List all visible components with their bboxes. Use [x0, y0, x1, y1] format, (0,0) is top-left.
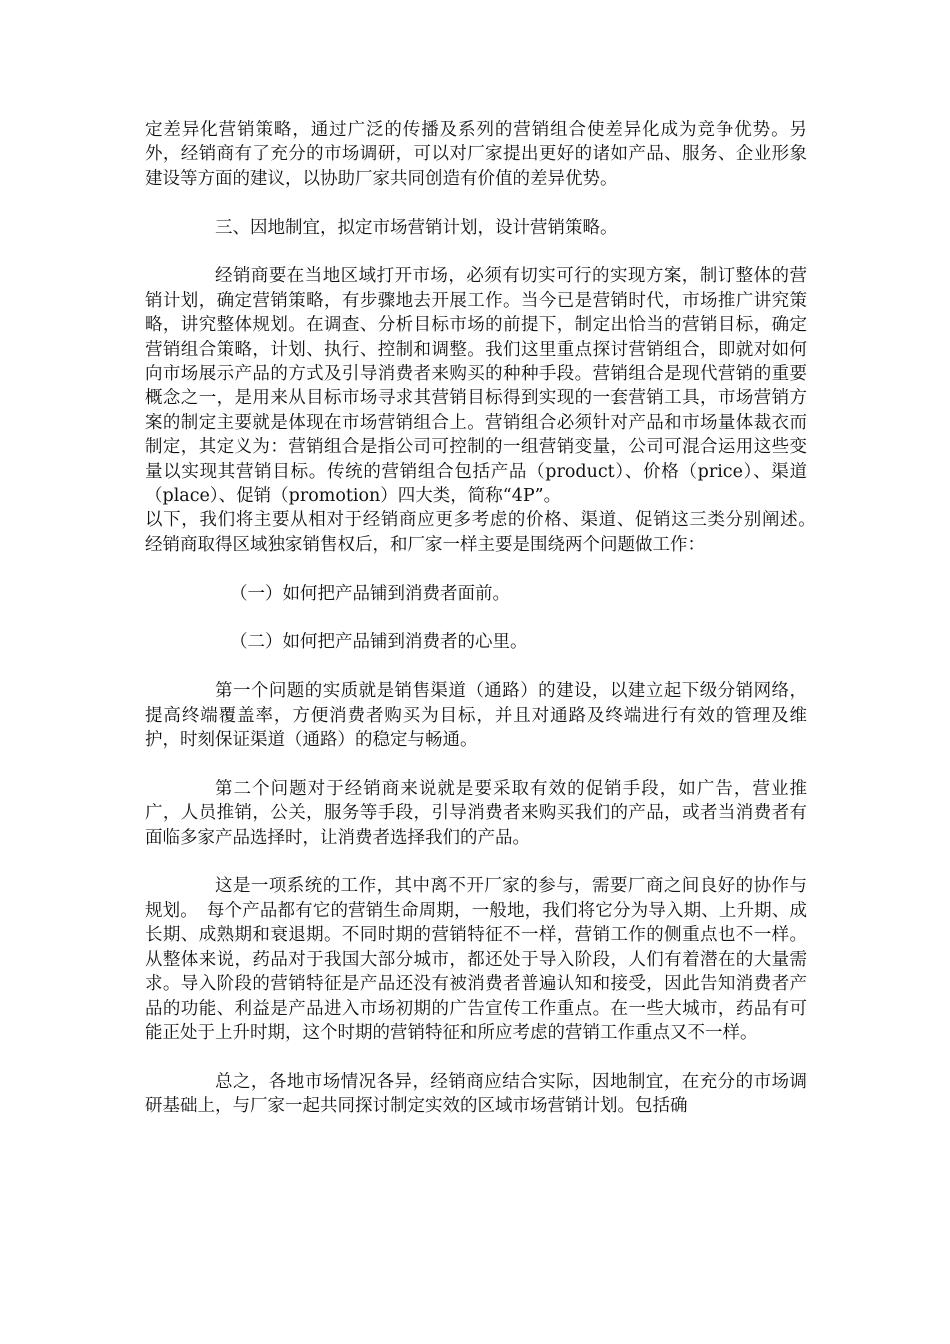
paragraph-lifecycle: 这是一项系统的工作，其中离不开厂家的参与，需要厂商之间良好的协作与规划。 每个产品都有它的营销生命周期，一般地，我们将它分为导入期、上升期、成长期、成熟期和衰退期。不同时期的营销特征不一样，营销工作的侧重点也不一样。从整体来说，药品对于我国大部分城市，都还处于导入阶段，人们有着潜在的大量需求。导入阶段的营销特征是产品还没有被消费者普遍认知和接受，因此告知消费者产品的功能、利益是产品进入市场初期的广告宣传工作重点。在一些大城市，药品有可能正处于上升时期，这个时期的营销特征和所应考虑的营销工作重点又不一样。 — [145, 876, 807, 1043]
paragraph-promotion: 第二个问题对于经销商来说就是要采取有效的促销手段，如广告，营业推广，人员推销，公关，服务等手段，引导消费者来购买我们的产品，或者当消费者有面临多家产品选择时，让消费者选择我们的产品。 — [145, 778, 807, 848]
document-body — [145, 118, 825, 1119]
paragraph-differentiation: 定差异化营销策略，通过广泛的传播及系列的营销组合使差异化成为竞争优势。另外，经销商有了充分的市场调研，可以对厂家提出更好的诸如产品、服务、企业形象建设等方面的建议，以协助厂家共同创造有价值的差异优势。 — [145, 120, 807, 189]
paragraph-channel: 第一个问题的实质就是销售渠道（通路）的建设，以建立起下级分销网络，提高终端覆盖率，方便消费者购买为目标，并且对通路及终端进行有效的管理及维护，时刻保证渠道（通路）的稳定与畅通。 — [145, 681, 807, 751]
question-two: （二）如何把产品铺到消费者的心里。 — [230, 632, 528, 653]
paragraph-conclusion: 总之，各地市场情况各异，经销商应结合实际，因地制宜，在充分的市场调研基础上，与厂家一起共同探讨制定实效的区域市场营销计划。包括确 — [145, 1071, 807, 1117]
paragraph-two-questions: 以下，我们将主要从相对于经销商应更多考虑的价格、渠道、促销这三类分别阐述。 经销商取得区域独家销售权后，和厂家一样主要是围绕两个问题做工作： — [145, 510, 825, 555]
question-one: （一）如何把产品铺到消费者面前。 — [230, 583, 510, 604]
section-heading-three: 三、因地制宜，拟定市场营销计划，设计营销策略。 — [215, 217, 618, 238]
paragraph-marketing-plan: 经销商要在当地区域打开市场，必须有切实可行的实现方案，制订整体的营销计划，确定营销策略，有步骤地去开展工作。当今已是营销时代，市场推广讲究策略，讲究整体规划。在调查、分析目标市场的前提下，制定出恰当的营销目标，确定营销组合策略，计划、执行、控制和调整。我们这里重点探讨营销组合，即就对如何向市场展示产品的方式及引导消费者来购买的种种手段。营销组合是现代营销的重要概念之一，是用来从目标市场寻求其营销目标得到实现的一套营销工具，市场营销方案的制定主要就是体现在市场营销组合上。营销组合必须针对产品和市场量体裁衣而制定，其定义为：营销组合是指公司可控制的一组营销变量，公司可混合运用这些变量以实现其营销目标。传统的营销组合包括产品（product）、价格（price）、渠道（place）、促销（promotion）四大类，简称“4P”。 — [145, 266, 807, 507]
